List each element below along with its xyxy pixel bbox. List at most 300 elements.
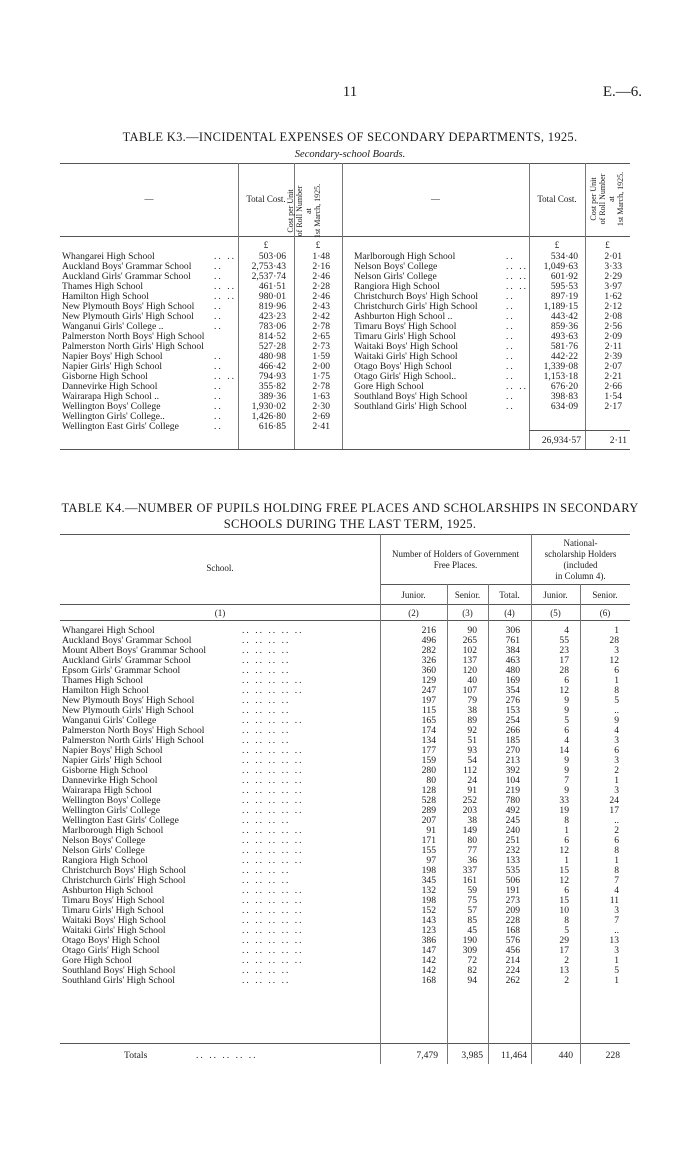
- table-row: [354, 372, 626, 382]
- table-row: [62, 292, 334, 302]
- school-name: Marlborough High School: [62, 826, 164, 836]
- table-row: [354, 262, 626, 272]
- table-row: [62, 756, 628, 766]
- rule: [60, 236, 630, 237]
- page-reference: E.—6.: [602, 84, 642, 100]
- national-junior: 5: [564, 926, 569, 936]
- cost-per-unit: 2·11: [604, 342, 622, 352]
- senior-free-places: 94: [467, 976, 477, 986]
- table-row: [62, 402, 334, 412]
- table-k3-subtitle: Secondary-school Boards.: [294, 149, 406, 160]
- dot-leader: .. .. .. ..: [242, 706, 291, 716]
- rule: [380, 584, 531, 585]
- national-junior: 7: [564, 776, 569, 786]
- table-row: [354, 282, 626, 292]
- junior-free-places: 247: [421, 686, 436, 696]
- table-row: [62, 826, 628, 836]
- junior-free-places: 496: [421, 636, 436, 646]
- total-free-places: 254: [505, 716, 520, 726]
- school-name: Southland Boys' High School: [62, 966, 176, 976]
- total-cost: 389·36: [258, 392, 286, 402]
- table-row: [62, 626, 628, 636]
- total-cost: 1,189·15: [543, 302, 578, 312]
- k3-header-dash-right: —: [431, 194, 440, 204]
- school-name: Whangarei High School: [62, 626, 155, 636]
- k4-totals-junior: 7,479: [416, 1050, 438, 1061]
- dot-leader: ..: [506, 352, 515, 362]
- national-senior: 5: [614, 966, 619, 976]
- school-name: Mount Albert Boys' Grammar School: [62, 646, 207, 656]
- junior-free-places: 326: [421, 656, 436, 666]
- table-row: [62, 926, 628, 936]
- cost-per-unit: 2·29: [604, 272, 622, 282]
- school-name: Wellington Girls' College: [62, 806, 160, 816]
- total-cost: 897·19: [550, 292, 578, 302]
- total-free-places: 780: [505, 796, 520, 806]
- k3-currency: £: [263, 240, 269, 250]
- table-row: [62, 866, 628, 876]
- k3-grand-total: 26,934·57: [541, 435, 581, 446]
- cost-per-unit: 2·78: [312, 322, 330, 332]
- table-row: [62, 382, 334, 392]
- dot-leader: .. .. .. ..: [242, 656, 291, 666]
- dot-leader: .. ..: [214, 252, 236, 262]
- cost-per-unit: 1·63: [312, 392, 330, 402]
- dot-leader: .. .. .. ..: [242, 876, 291, 886]
- dot-leader: .. .. .. .. ..: [242, 796, 304, 806]
- cost-per-unit: 2·65: [312, 332, 330, 342]
- junior-free-places: 174: [421, 726, 436, 736]
- dot-leader: .. .. .. ..: [242, 976, 291, 986]
- senior-free-places: 203: [462, 806, 477, 816]
- junior-free-places: 97: [426, 856, 436, 866]
- national-junior: 5: [564, 716, 569, 726]
- school-name: Christchurch Boys' High School: [354, 292, 479, 302]
- table-row: [354, 302, 626, 312]
- national-junior: 15: [559, 896, 569, 906]
- rule: [60, 1043, 630, 1044]
- national-senior: ..: [614, 706, 619, 716]
- table-row: [354, 362, 626, 372]
- total-free-places: 270: [505, 746, 520, 756]
- junior-free-places: 197: [421, 696, 436, 706]
- junior-free-places: 142: [421, 956, 436, 966]
- national-junior: 12: [559, 846, 569, 856]
- table-row: [62, 936, 628, 946]
- total-cost: 1,153·18: [543, 372, 578, 382]
- dot-leader: .. .. .. ..: [242, 736, 291, 746]
- k3-currency: £: [605, 240, 610, 250]
- cost-per-unit: 2·41: [312, 422, 330, 432]
- senior-free-places: 252: [462, 796, 477, 806]
- junior-free-places: 142: [421, 966, 436, 976]
- school-name: Nelson Girls' College: [62, 846, 145, 856]
- national-senior: 9: [614, 716, 619, 726]
- total-free-places: 153: [505, 706, 520, 716]
- k4-totals-senior: 3,985: [461, 1050, 483, 1061]
- senior-free-places: 75: [467, 896, 477, 906]
- dot-leader: ..: [214, 382, 223, 392]
- national-senior: 13: [609, 936, 619, 946]
- k3-currency: £: [554, 240, 560, 250]
- cost-per-unit: 2·12: [604, 302, 622, 312]
- senior-free-places: 89: [467, 716, 477, 726]
- cost-per-unit: 2·43: [312, 302, 330, 312]
- total-cost: 534·40: [550, 252, 578, 262]
- national-junior: 6: [564, 726, 569, 736]
- k3-header-unit-left: Cost per Unit of Roll Number at 1st March, 1925.: [286, 183, 322, 239]
- total-cost: 634·09: [550, 402, 578, 412]
- senior-free-places: 90: [467, 626, 477, 636]
- rule: [585, 430, 630, 431]
- total-free-places: 273: [505, 896, 520, 906]
- national-junior: 9: [564, 696, 569, 706]
- dot-leader: .. .. .. ..: [242, 726, 291, 736]
- total-cost: 466·42: [258, 362, 286, 372]
- table-row: [354, 292, 626, 302]
- junior-free-places: 207: [421, 816, 436, 826]
- national-junior: 8: [564, 916, 569, 926]
- total-free-places: 168: [505, 926, 520, 936]
- school-name: Epsom Girls' Grammar School: [62, 666, 181, 676]
- senior-free-places: 82: [467, 966, 477, 976]
- national-senior: 8: [614, 686, 619, 696]
- total-free-places: 761: [505, 636, 520, 646]
- national-junior: 55: [559, 636, 569, 646]
- national-junior: 2: [564, 956, 569, 966]
- national-junior: 4: [564, 626, 569, 636]
- table-row: [62, 876, 628, 886]
- dot-leader: ..: [214, 262, 223, 272]
- dot-leader: .. .. .. .. ..: [242, 936, 304, 946]
- cost-per-unit: 2·42: [312, 312, 330, 322]
- rule: [529, 430, 585, 431]
- dot-leader: .. .. .. .. ..: [242, 946, 304, 956]
- table-row: [62, 342, 334, 352]
- total-cost: 676·20: [550, 382, 578, 392]
- table-row: [62, 696, 628, 706]
- total-cost: 601·92: [550, 272, 578, 282]
- dot-leader: ..: [214, 312, 223, 322]
- senior-free-places: 45: [467, 926, 477, 936]
- national-junior: 2: [564, 976, 569, 986]
- junior-free-places: 80: [426, 776, 436, 786]
- cost-per-unit: 2·30: [312, 402, 330, 412]
- national-junior: 8: [564, 816, 569, 826]
- national-senior: 6: [614, 746, 619, 756]
- school-name: Otago Girls' High School: [62, 946, 160, 956]
- dot-leader: .. .. .. .. ..: [242, 746, 304, 756]
- table-row: [62, 806, 628, 816]
- cost-per-unit: 2·21: [604, 372, 622, 382]
- school-name: Palmerston North Boys' High School: [62, 726, 205, 736]
- total-cost: 814·52: [258, 332, 286, 342]
- dot-leader: ..: [214, 422, 223, 432]
- junior-free-places: 147: [421, 946, 436, 956]
- k4-header-national-scholarship: National- scholarship Holders (included in Column 4).: [544, 538, 617, 581]
- total-free-places: 185: [505, 736, 520, 746]
- cost-per-unit: 3·97: [604, 282, 622, 292]
- table-row: [62, 956, 628, 966]
- school-name: Waitaki Boys' High School: [62, 916, 167, 926]
- national-senior: 7: [614, 876, 619, 886]
- national-senior: 24: [609, 796, 619, 806]
- school-name: Hamilton High School: [62, 292, 149, 302]
- dot-leader: .. .. .. .. ..: [242, 886, 304, 896]
- school-name: Napier Girls' High School: [62, 362, 163, 372]
- national-senior: 2: [614, 826, 619, 836]
- dot-leader: ..: [214, 352, 223, 362]
- school-name: Wairarapa High School ..: [62, 392, 160, 402]
- national-senior: 7: [614, 916, 619, 926]
- cost-per-unit: 2·78: [312, 382, 330, 392]
- school-name: Waitaki Girls' High School: [354, 352, 458, 362]
- k4-header-school: School.: [206, 563, 234, 573]
- total-cost: 581·76: [550, 342, 578, 352]
- school-name: Wellington East Girls' College: [62, 422, 179, 432]
- senior-free-places: 36: [467, 856, 477, 866]
- school-name: Palmerston North Girls' High School: [62, 736, 204, 746]
- school-name: Wairarapa High School: [62, 786, 152, 796]
- senior-free-places: 59: [467, 886, 477, 896]
- cost-per-unit: 2·69: [312, 412, 330, 422]
- national-junior: 29: [559, 936, 569, 946]
- senior-free-places: 93: [467, 746, 477, 756]
- dot-leader: ..: [506, 372, 515, 382]
- table-row: [62, 786, 628, 796]
- national-junior: 4: [564, 736, 569, 746]
- junior-free-places: 198: [421, 896, 436, 906]
- national-senior: ..: [614, 816, 619, 826]
- cost-per-unit: 2·17: [604, 402, 622, 412]
- junior-free-places: 168: [421, 976, 436, 986]
- table-row: [62, 946, 628, 956]
- dot-leader: .. .. .. .. ..: [242, 686, 304, 696]
- total-cost: 493·63: [550, 332, 578, 342]
- junior-free-places: 123: [421, 926, 436, 936]
- total-cost: 980·01: [258, 292, 286, 302]
- national-junior: 9: [564, 766, 569, 776]
- k3-header-unit-right: Cost per Unit of Roll Number at 1st March, 1925.: [589, 171, 625, 227]
- national-senior: 28: [609, 636, 619, 646]
- school-name: Southland Girls' High School: [354, 402, 467, 412]
- national-senior: 11: [609, 896, 619, 906]
- total-cost: 503·06: [258, 252, 286, 262]
- total-cost: 859·36: [550, 322, 578, 332]
- junior-free-places: 132: [421, 886, 436, 896]
- table-row: [62, 312, 334, 322]
- school-name: Napier Girls' High School: [62, 756, 163, 766]
- senior-free-places: 24: [467, 776, 477, 786]
- table-row: [62, 776, 628, 786]
- dot-leader: ..: [506, 362, 515, 372]
- school-name: Napier Boys' High School: [62, 352, 163, 362]
- total-free-places: 392: [505, 766, 520, 776]
- national-junior: 9: [564, 706, 569, 716]
- cost-per-unit: 2·56: [604, 322, 622, 332]
- junior-free-places: 115: [421, 706, 436, 716]
- dot-leader: .. .. .. .. ..: [242, 896, 304, 906]
- school-name: Christchurch Boys' High School: [62, 866, 187, 876]
- dot-leader: .. .. .. .. ..: [242, 826, 304, 836]
- dot-leader: .. .. .. ..: [242, 646, 291, 656]
- school-name: New Plymouth Girls' High School: [62, 312, 194, 322]
- table-row: [62, 796, 628, 806]
- national-senior: 4: [614, 726, 619, 736]
- school-name: Waitaki Boys' High School: [354, 342, 459, 352]
- senior-free-places: 72: [467, 956, 477, 966]
- senior-free-places: 149: [462, 826, 477, 836]
- table-row: [354, 382, 626, 392]
- senior-free-places: 80: [467, 836, 477, 846]
- dot-leader: .. .. .. .. ..: [242, 846, 304, 856]
- dot-leader: ..: [214, 362, 223, 372]
- national-junior: 12: [559, 876, 569, 886]
- k4-totals-total: 11,464: [500, 1050, 527, 1061]
- school-name: Gore High School: [354, 382, 424, 392]
- table-row: [62, 262, 334, 272]
- dot-leader: ..: [506, 312, 515, 322]
- national-senior: 3: [614, 906, 619, 916]
- school-name: Thames High School: [62, 282, 144, 292]
- k4-sub-nat-senior: Senior.: [592, 590, 618, 600]
- total-cost: 2,753·43: [251, 262, 286, 272]
- table-row: [62, 886, 628, 896]
- table-row: [354, 312, 626, 322]
- school-name: Nelson Boys' College: [354, 262, 438, 272]
- junior-free-places: 91: [426, 826, 436, 836]
- col-divider: [342, 163, 343, 449]
- school-name: Auckland Girls' Grammar School: [62, 656, 191, 666]
- table-row: [354, 352, 626, 362]
- k3-currency: £: [315, 240, 321, 250]
- school-name: Waitaki Girls' High School: [62, 926, 166, 936]
- k4-sub-total: Total.: [499, 590, 520, 600]
- national-senior: 6: [614, 836, 619, 846]
- k4-colnum-5: (5): [550, 608, 561, 618]
- table-row: [62, 686, 628, 696]
- dot-leader: ..: [214, 302, 223, 312]
- total-cost: 480·98: [258, 352, 286, 362]
- table-row: [62, 412, 334, 422]
- school-name: Southland Girls' High School: [62, 976, 175, 986]
- table-row: [354, 402, 626, 412]
- total-free-places: 354: [505, 686, 520, 696]
- table-row: [62, 716, 628, 726]
- table-row: [62, 362, 334, 372]
- national-junior: 19: [559, 806, 569, 816]
- senior-free-places: 265: [462, 636, 477, 646]
- dot-leader: ..: [506, 302, 515, 312]
- total-free-places: 480: [505, 666, 520, 676]
- national-senior: 1: [614, 626, 619, 636]
- cost-per-unit: 2·28: [312, 282, 330, 292]
- dot-leader: [214, 342, 236, 352]
- k4-colnum-3: (3): [462, 608, 473, 618]
- k4-colnum-1: (1): [214, 608, 226, 618]
- national-senior: 1: [614, 676, 619, 686]
- senior-free-places: 57: [467, 906, 477, 916]
- dot-leader: ..: [214, 412, 223, 422]
- national-junior: 6: [564, 886, 569, 896]
- total-free-places: 213: [505, 756, 520, 766]
- total-free-places: 251: [505, 836, 520, 846]
- school-name: Gore High School: [62, 956, 132, 966]
- school-name: Wanganui Girls' College: [62, 716, 157, 726]
- rule: [60, 163, 630, 164]
- national-senior: ..: [614, 926, 619, 936]
- table-row: [354, 332, 626, 342]
- cost-per-unit: 1·62: [604, 292, 622, 302]
- national-senior: 3: [614, 786, 619, 796]
- table-row: [62, 706, 628, 716]
- k4-sub-junior: Junior.: [401, 590, 426, 600]
- national-junior: 12: [559, 686, 569, 696]
- table-row: [62, 252, 334, 262]
- table-row: [62, 302, 334, 312]
- senior-free-places: 38: [467, 816, 477, 826]
- dot-leader: .. .. .. .. ..: [242, 776, 304, 786]
- total-free-places: 576: [505, 936, 520, 946]
- table-row: [354, 392, 626, 402]
- table-row: [62, 322, 334, 332]
- total-cost: 2,537·74: [251, 272, 286, 282]
- k4-totals-nat-junior: 440: [558, 1050, 573, 1061]
- dot-leader: .. ..: [506, 382, 528, 392]
- table-row: [62, 392, 334, 402]
- school-name: Otago Boys' High School: [62, 936, 160, 946]
- table-row: [62, 676, 628, 686]
- dot-leader: .. .. .. ..: [242, 636, 291, 646]
- school-name: New Plymouth Girls' High School: [62, 706, 194, 716]
- k3-header-total-left: Total Cost.: [246, 194, 286, 204]
- cost-per-unit: 3·33: [604, 262, 622, 272]
- dot-leader: ..: [506, 392, 515, 402]
- school-name: Marlborough High School: [354, 252, 456, 262]
- rule: [60, 534, 630, 535]
- table-k4-title: [60, 500, 640, 532]
- cost-per-unit: 2·46: [312, 292, 330, 302]
- national-senior: 3: [614, 736, 619, 746]
- total-cost: 461·51: [258, 282, 286, 292]
- cost-per-unit: 1·54: [604, 392, 622, 402]
- national-senior: 3: [614, 646, 619, 656]
- national-junior: 6: [564, 836, 569, 846]
- k4-totals-dots: .. .. .. .. ..: [196, 1050, 258, 1061]
- school-name: Timaru Boys' High School: [62, 896, 165, 906]
- rule: [60, 620, 630, 621]
- total-cost: 1,339·08: [543, 362, 578, 372]
- total-cost: 595·53: [550, 282, 578, 292]
- school-name: Dannevirke High School: [62, 382, 158, 392]
- total-free-places: 456: [505, 946, 520, 956]
- junior-free-places: 216: [421, 626, 436, 636]
- dot-leader: .. .. .. .. ..: [242, 956, 304, 966]
- dot-leader: .. .. .. .. ..: [242, 626, 304, 636]
- dot-leader: .. .. .. .. ..: [242, 716, 304, 726]
- total-cost: 443·42: [550, 312, 578, 322]
- national-junior: 14: [559, 746, 569, 756]
- senior-free-places: 91: [467, 786, 477, 796]
- junior-free-places: 159: [421, 756, 436, 766]
- table-row: [354, 252, 626, 262]
- school-name: Wellington Boys' College: [62, 402, 161, 412]
- k4-sub-nat-junior: Junior.: [543, 590, 568, 600]
- junior-free-places: 528: [421, 796, 436, 806]
- dot-leader: [214, 332, 236, 342]
- total-free-places: 245: [505, 816, 520, 826]
- cost-per-unit: 2·46: [312, 272, 330, 282]
